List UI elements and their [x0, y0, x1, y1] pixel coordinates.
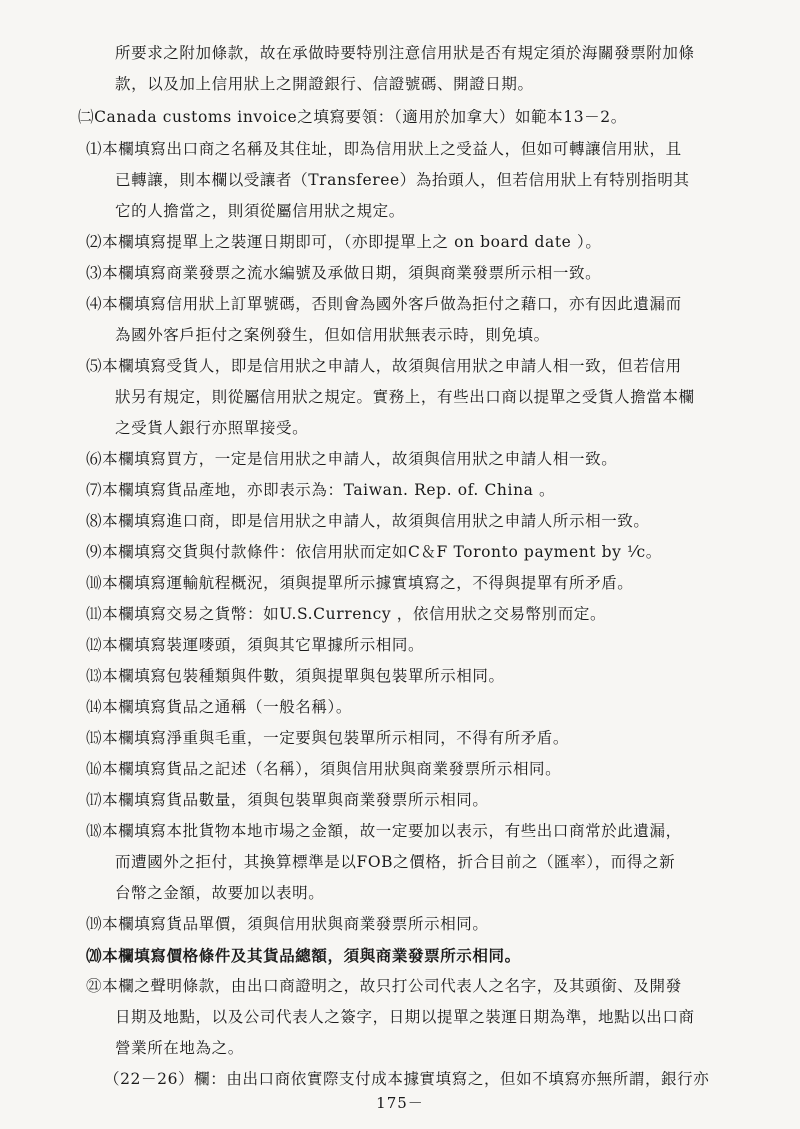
text-line: ⒆本欄填寫貨品單價，須與信用狀與商業發票所示相同。 — [86, 915, 489, 933]
text-line: 所要求之附加條款，故在承做時要特別注意信用狀是否有規定須於海關發票附加條 — [115, 44, 695, 62]
text-line: ⑻本欄填寫進口商，即是信用狀之申請人，故須與信用狀之申請人所示相一致。 — [86, 512, 650, 530]
text-line: ⑷本欄填寫信用狀上訂單號碼，否則會為國外客戶做為拒付之藉口，亦有因此遺漏而 — [86, 295, 682, 313]
text-line: 它的人擔當之，則須從屬信用狀之規定。 — [115, 202, 405, 220]
text-line: ⑿本欄填寫裝運嘜頭，須與其它單據所示相同。 — [86, 636, 425, 654]
text-line: ⒅本欄填寫本批貨物本地市場之金額，故一定要加以表示，有些出口商常於此遺漏， — [86, 822, 682, 840]
text-line: ⑵本欄填寫提單上之裝運日期即可，（亦即提單上之 on board date ）。 — [86, 233, 602, 251]
text-line: 營業所在地為之。 — [115, 1039, 244, 1057]
text-line: ⑸本欄填寫受貨人，即是信用狀之申請人，故須與信用狀之申請人相一致，但若信用 — [86, 357, 682, 375]
text-line: 狀另有規定，則從屬信用狀之規定。實務上，有些出口商以提單之受貨人擔當本欄 — [115, 388, 695, 406]
text-line: ⒂本欄填寫淨重與毛重，一定要與包裝單所示相同，不得有所矛盾。 — [86, 729, 570, 747]
text-line: ⑴本欄填寫出口商之名稱及其住址，即為信用狀上之受益人，但如可轉讓信用狀，且 — [86, 140, 682, 158]
text-line: 之受貨人銀行亦照單接受。 — [115, 419, 309, 437]
text-line: ㈡Canada customs invoice之填寫要領：（適用於加拿大）如範本13－2。 — [78, 108, 627, 126]
page-number: 175－ — [376, 1094, 424, 1112]
text-line: ⒀本欄填寫包裝種類與件數，須與提單與包裝單所示相同。 — [86, 667, 505, 685]
text-line: 已轉讓，則本欄以受讓者（Transferee）為抬頭人，但若信用狀上有特別指明其 — [115, 171, 690, 189]
text-line: ⑹本欄填寫買方，一定是信用狀之申請人，故須與信用狀之申請人相一致。 — [86, 450, 618, 468]
text-line: ⒄本欄填寫貨品數量，須與包裝單與商業發票所示相同。 — [86, 791, 489, 809]
text-line: 台幣之金額，故要加以表明。 — [115, 884, 325, 902]
text-line: 而遭國外之拒付，其換算標準是以FOB之價格，折合目前之（匯率），而得之新 — [115, 853, 676, 871]
text-line: ㉑本欄之聲明條款，由出口商證明之，故只打公司代表人之名字，及其頭銜、及開發 — [86, 977, 682, 995]
text-line: 為國外客戶拒付之案例發生，但如信用狀無表示時，則免填。 — [115, 326, 550, 344]
text-line: 款，以及加上信用狀上之開證銀行、信證號碼、開證日期。 — [115, 75, 534, 93]
text-line: ⒃本欄填寫貨品之記述（名稱），須與信用狀與商業發票所示相同。 — [86, 760, 562, 778]
text-line: ⑶本欄填寫商業發票之流水編號及承做日期，須與商業發票所示相一致。 — [86, 264, 602, 282]
text-line: ⑾本欄填寫交易之貨幣：如U.S.Currency ，依信用狀之交易幣別而定。 — [86, 605, 607, 623]
text-line: ⒁本欄填寫貨品之通稱（一般名稱）。 — [86, 698, 352, 716]
text-line: ⑼本欄填寫交貨與付款條件：依信用狀而定如C＆F Toronto payment by ⅟c。 — [86, 543, 662, 561]
text-line: 日期及地點，以及公司代表人之簽字，日期以提單之裝運日期為準，地點以出口商 — [115, 1008, 695, 1026]
text-line: ⑺本欄填寫貨品產地，亦即表示為：Taiwan. Rep. of. China 。 — [86, 481, 556, 499]
text-line: ⒇本欄填寫價格條件及其貨品總額，須與商業發票所示相同。 — [86, 946, 521, 965]
document-body — [0, 38, 800, 1095]
text-line: ⑽本欄填寫運輸航程概況，須與提單所示據實填寫之，不得與提單有所矛盾。 — [86, 574, 634, 592]
text-line: （22－26）欄：由出口商依實際支付成本據實填寫之，但如不填寫亦無所謂，銀行亦 — [104, 1070, 710, 1088]
